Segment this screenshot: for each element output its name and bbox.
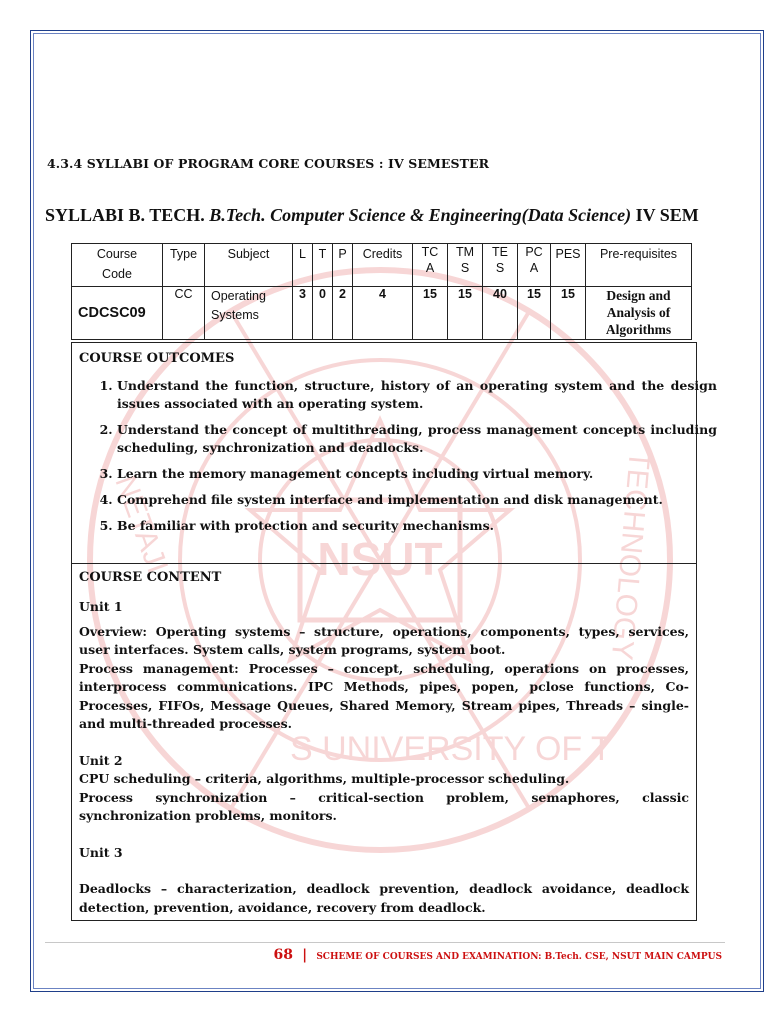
header-course-code: Course Code xyxy=(72,244,163,287)
footer-divider xyxy=(45,942,725,943)
watermark-left-text: NETAJI xyxy=(108,471,175,578)
syllabi-title-program: B.Tech. Computer Science & Engineering(Data Science) xyxy=(209,205,632,225)
syllabi-title xyxy=(45,205,699,226)
unit-3-title: Unit 3 xyxy=(79,844,123,860)
page-number: 68 xyxy=(273,947,294,963)
list-item: 3. Learn the memory management concepts including virtual memory. xyxy=(117,465,717,483)
list-item: 5. Be familiar with protection and security mechanisms. xyxy=(117,517,717,535)
tes-cell: 40 xyxy=(483,287,518,340)
unit-1-overview: Overview: Operating systems – structure, operations, components, types, services, user interfaces. System calls, system programs, system boot. xyxy=(79,623,689,657)
course-content-text xyxy=(79,598,689,917)
course-details-table xyxy=(71,243,692,340)
header-p: P xyxy=(333,244,353,287)
header-t: T xyxy=(313,244,333,287)
page-footer xyxy=(274,944,722,963)
unit-2-cpu-scheduling: CPU scheduling – criteria, algorithms, multiple-processor scheduling. xyxy=(79,771,570,786)
pes-cell: 15 xyxy=(551,287,586,340)
header-tes: TE S xyxy=(483,244,518,287)
tms-cell: 15 xyxy=(448,287,483,340)
type-cell: CC xyxy=(163,287,205,340)
watermark-center-text: NSUT xyxy=(317,533,443,585)
unit-3-deadlocks: Deadlocks – characterization, deadlock prevention, deadlock avoidance, deadlock detection, prevention, avoidance, recovery from deadlock. xyxy=(79,881,689,915)
unit-1-process-management: Process management: Processes – concept, scheduling, operations on processes, interprocess communications. IPC Methods, pipes, popen, pclose functions, Co-Processes, FIFOs, Message Queues, Shared Memory, Stream pipes, Threads – single- and multi-threaded processes. xyxy=(79,660,689,731)
header-prerequisites: Pre-requisites xyxy=(586,244,692,287)
watermark-right-text: TECHNOLOGY xyxy=(604,449,656,662)
syllabi-title-prefix: SYLLABI B. TECH. xyxy=(45,205,205,225)
prerequisites-cell: Design and Analysis of Algorithms xyxy=(586,287,692,340)
header-tca: TC A xyxy=(413,244,448,287)
course-code-cell: CDCSC09 xyxy=(72,287,163,340)
header-tms: TM S xyxy=(448,244,483,287)
syllabi-title-suffix: IV SEM xyxy=(635,205,699,225)
t-cell: 0 xyxy=(313,287,333,340)
section-heading: 4.3.4 SYLLABI OF PROGRAM CORE COURSES : IV SEMESTER xyxy=(47,156,490,171)
credits-cell: 4 xyxy=(353,287,413,340)
header-subject: Subject xyxy=(205,244,293,287)
header-credits: Credits xyxy=(353,244,413,287)
course-content-box xyxy=(71,563,697,921)
header-pca: PC A xyxy=(518,244,551,287)
footer-text: SCHEME OF COURSES AND EXAMINATION: B.Tech. CSE, NSUT MAIN CAMPUS xyxy=(316,952,722,962)
l-cell: 3 xyxy=(293,287,313,340)
course-outcomes-box xyxy=(71,342,717,564)
list-item: 2. Understand the concept of multithreading, process management concepts including scheduling, synchronization and deadlocks. xyxy=(117,421,717,457)
list-item: 4. Comprehend file system interface and implementation and disk management. xyxy=(117,491,717,509)
table-row xyxy=(72,287,692,340)
unit-1-title: Unit 1 xyxy=(79,599,123,614)
course-outcomes-title: COURSE OUTCOMES xyxy=(79,351,235,366)
p-cell: 2 xyxy=(333,287,353,340)
header-l: L xyxy=(293,244,313,287)
course-content-title: COURSE CONTENT xyxy=(79,570,222,585)
unit-2-title: Unit 2 xyxy=(79,752,123,768)
pca-cell: 15 xyxy=(518,287,551,340)
header-type: Type xyxy=(163,244,205,287)
watermark-bottom-text: S UNIVERSITY OF T xyxy=(290,730,612,768)
footer-separator: | xyxy=(302,947,308,963)
subject-cell: Operating Systems xyxy=(205,287,293,340)
header-pes: PES xyxy=(551,244,586,287)
list-item: 1. Understand the function, structure, history of an operating system and the design issues associated with an operating system. xyxy=(117,377,717,413)
tca-cell: 15 xyxy=(413,287,448,340)
table-header-row xyxy=(72,244,692,287)
unit-2-process-synchronization: Process synchronization – critical-section problem, semaphores, classic synchronization problems, monitors. xyxy=(79,789,689,823)
course-outcomes-list xyxy=(92,377,717,543)
